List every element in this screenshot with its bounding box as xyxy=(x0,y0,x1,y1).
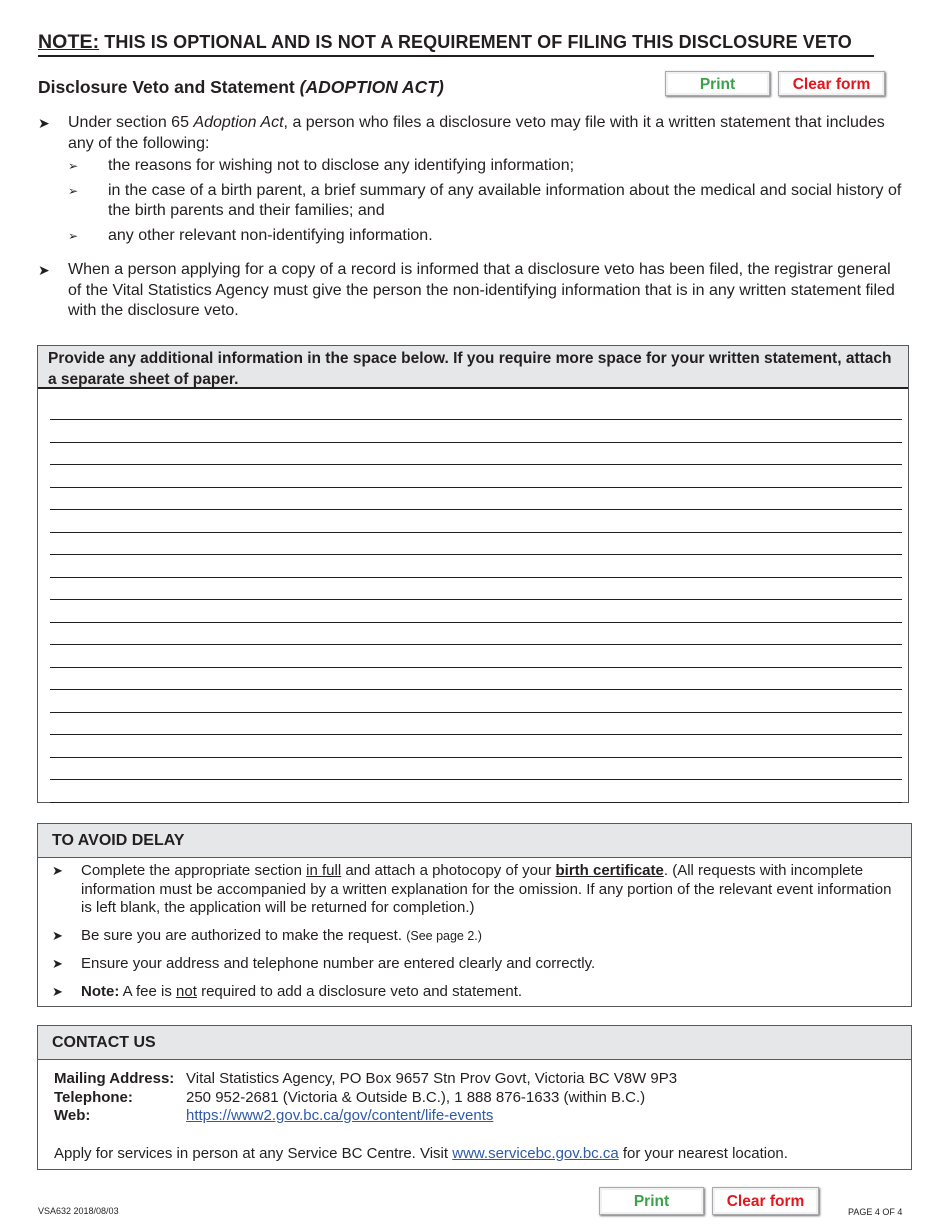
arrowhead-icon: ➢ xyxy=(68,228,79,243)
arrow-icon: ➤ xyxy=(52,984,63,999)
intro-text-cont: , a person who files a disclosure veto may file with it a written statement that includes any of the following: xyxy=(68,114,885,152)
intro-text: When a person applying for a copy of a record is informed that a disclosure veto has been filed, the registrar general of the Vital Statistics Agency must give the person the non-identifying information that is in any written statement filed with the disclosure veto. xyxy=(68,261,895,319)
form-code: VSA632 2018/08/03 xyxy=(38,1206,119,1216)
print-button[interactable]: Print xyxy=(665,71,770,96)
contact-tel-row xyxy=(54,1089,895,1108)
delay-page-ref: (See page 2.) xyxy=(406,929,482,943)
print-button-bottom[interactable]: Print xyxy=(599,1187,704,1215)
arrow-icon: ➤ xyxy=(52,863,63,878)
intro-bullet-1 xyxy=(38,113,908,154)
sub-text: in the case of a birth parent, a brief summary of any available information about the medical and social history of the birth parents and their families; and xyxy=(108,181,902,219)
contact-mail-row xyxy=(54,1070,895,1089)
delay-text: . (All requests with incomplete information must be accompanied by a written explanation for the omission. If any portion of the relevant event information is left blank, the application will be returned for completion.) xyxy=(81,862,892,916)
note-text: THIS IS OPTIONAL AND IS NOT A REQUIREMENT OF FILING THIS DISCLOSURE VETO xyxy=(104,32,852,52)
intro-text: Under section 65 xyxy=(68,114,194,131)
writing-line[interactable] xyxy=(50,442,902,443)
additional-info-box xyxy=(37,345,909,803)
tel-label: Telephone: xyxy=(54,1088,133,1106)
writing-line[interactable] xyxy=(50,577,902,578)
sub-bullet-2 xyxy=(38,181,908,222)
arrow-icon: ➤ xyxy=(38,262,50,278)
writing-line[interactable] xyxy=(50,419,902,420)
writing-line[interactable] xyxy=(50,487,902,488)
apply-text: for your nearest location. xyxy=(618,1144,788,1162)
written-statement-area[interactable] xyxy=(50,419,902,824)
contact-section xyxy=(37,1025,912,1170)
intro-bullet-2 xyxy=(38,260,908,322)
mail-label: Mailing Address: xyxy=(54,1070,175,1087)
title-act: (ADOPTION ACT) xyxy=(299,77,444,97)
writing-line[interactable] xyxy=(50,757,902,758)
page-title xyxy=(38,77,444,98)
additional-info-header: Provide any additional information in the space below. If you require more space for your written statement, attach a separate sheet of paper. xyxy=(38,346,908,389)
delay-note-label: Note: xyxy=(81,983,120,1000)
note-label: NOTE: xyxy=(38,31,100,53)
page-number: PAGE 4 OF 4 xyxy=(848,1207,903,1217)
delay-underline: not xyxy=(176,983,197,1000)
delay-text: and attach a photocopy of your xyxy=(341,862,556,879)
sub-text: the reasons for wishing not to disclose any identifying information; xyxy=(108,157,575,174)
delay-item-1 xyxy=(52,862,897,918)
intro-list xyxy=(38,113,908,322)
tel-value: 250 952-2681 (Victoria & Outside B.C.), 1 888 876-1633 (within B.C.) xyxy=(186,1088,646,1106)
contact-header: CONTACT US xyxy=(38,1026,911,1060)
writing-line[interactable] xyxy=(50,509,902,510)
delay-text: A fee is xyxy=(119,983,177,1000)
apply-line xyxy=(54,1145,895,1164)
writing-line[interactable] xyxy=(50,689,902,690)
delay-text: Be sure you are authorized to make the request. xyxy=(81,927,403,944)
writing-line[interactable] xyxy=(50,802,902,803)
arrowhead-icon: ➢ xyxy=(68,183,79,198)
intro-act: Adoption Act xyxy=(193,114,284,131)
writing-line[interactable] xyxy=(50,622,902,623)
delay-underline: in full xyxy=(306,862,342,879)
delay-text: required to add a disclosure veto and statement. xyxy=(196,983,523,1000)
apply-text: Apply for services in person at any Service BC Centre. Visit xyxy=(54,1144,453,1162)
web-label: Web: xyxy=(54,1107,91,1124)
writing-line[interactable] xyxy=(50,599,902,600)
clear-form-button-bottom[interactable]: Clear form xyxy=(712,1187,819,1215)
writing-line[interactable] xyxy=(50,734,902,735)
arrowhead-icon: ➢ xyxy=(68,159,79,173)
servicebc-link[interactable]: www.servicebc.gov.bc.ca xyxy=(452,1144,619,1162)
arrow-icon: ➤ xyxy=(52,956,63,971)
delay-text: Complete the appropriate section xyxy=(81,862,307,879)
avoid-delay-header: TO AVOID DELAY xyxy=(38,824,911,858)
title-main: Disclosure Veto and Statement xyxy=(38,77,295,97)
delay-item-2 xyxy=(52,927,897,946)
sub-text: any other relevant non-identifying information. xyxy=(108,226,433,244)
delay-bold: birth certificate xyxy=(555,862,664,879)
writing-line[interactable] xyxy=(50,532,902,533)
mail-value: Vital Statistics Agency, PO Box 9657 Stn Prov Govt, Victoria BC V8W 9P3 xyxy=(186,1070,678,1087)
note-heading xyxy=(38,31,874,57)
writing-line[interactable] xyxy=(50,644,902,645)
web-link[interactable]: https://www2.gov.bc.ca/gov/content/life-events xyxy=(186,1107,494,1124)
arrow-icon: ➤ xyxy=(38,115,50,131)
delay-item-4 xyxy=(52,983,897,1002)
clear-form-button[interactable]: Clear form xyxy=(778,71,885,96)
writing-line[interactable] xyxy=(50,712,902,713)
writing-line[interactable] xyxy=(50,464,902,465)
delay-item-3 xyxy=(52,955,897,974)
sub-bullet-3 xyxy=(38,226,908,247)
contact-web-row xyxy=(54,1107,895,1126)
delay-text: Ensure your address and telephone number are entered clearly and correctly. xyxy=(81,955,596,972)
avoid-delay-section xyxy=(37,823,912,1007)
writing-line[interactable] xyxy=(50,779,902,780)
writing-line[interactable] xyxy=(50,667,902,668)
arrow-icon: ➤ xyxy=(52,928,63,943)
writing-line[interactable] xyxy=(50,554,902,555)
sub-bullet-1 xyxy=(38,156,908,177)
